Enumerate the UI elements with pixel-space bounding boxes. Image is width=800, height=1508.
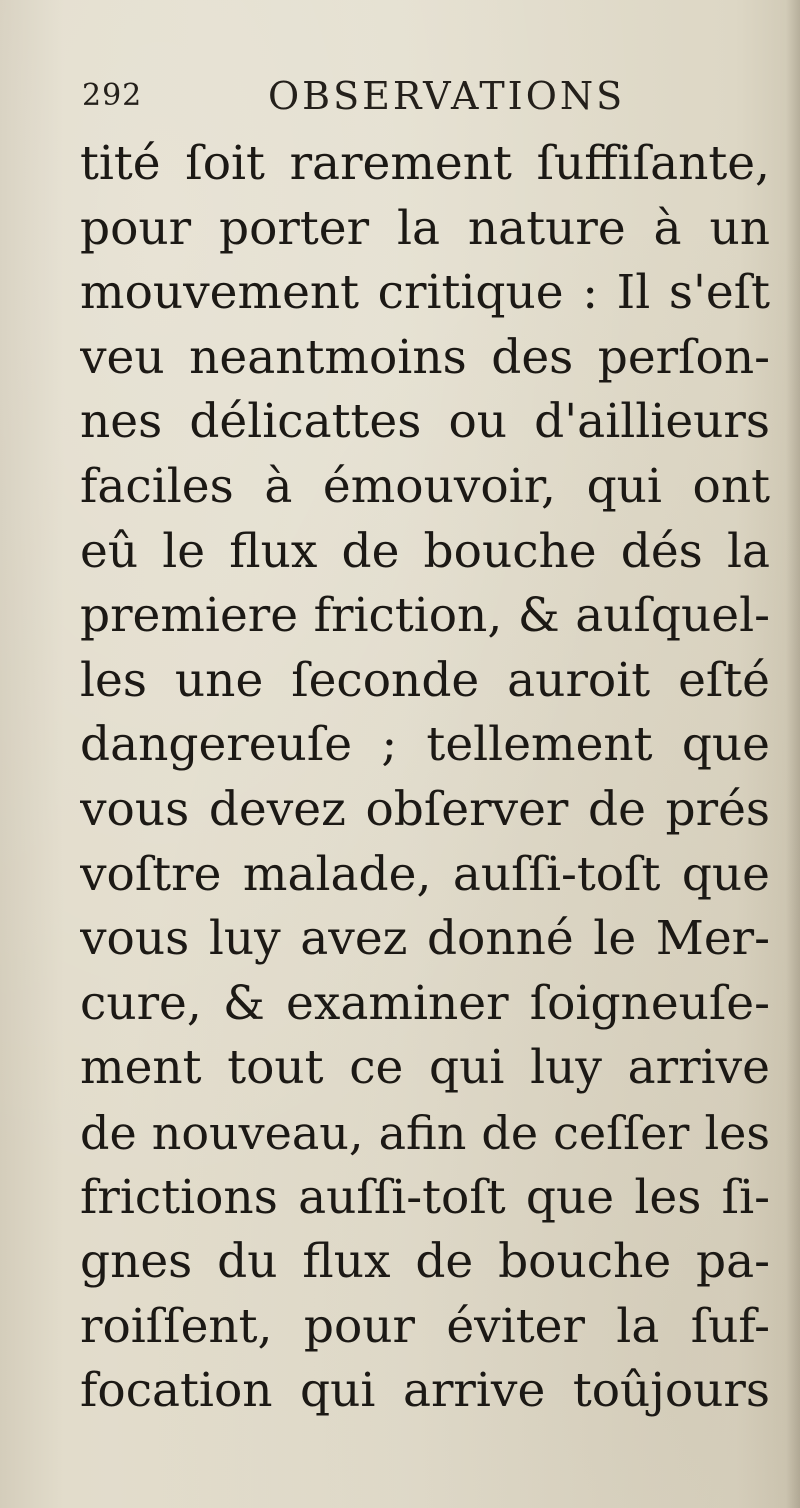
- text-line: veu neantmoins des perſon-: [80, 329, 770, 385]
- page-header: [0, 74, 800, 130]
- text-line: les une ſeconde auroit eſté: [80, 652, 770, 708]
- text-line: de nouveau, afin de ceſſer les: [80, 1105, 770, 1160]
- running-head: OBSERVATIONS: [268, 74, 626, 118]
- text-line: cure, & examiner ſoigneuſe-: [80, 975, 770, 1031]
- page-number: 292: [82, 78, 143, 113]
- text-line: premiere friction, & auſquel-: [80, 588, 770, 644]
- text-line: faciles à émouvoir, qui ont: [80, 458, 770, 514]
- text-line: roiſſent, pour éviter la ſuf-: [80, 1298, 770, 1354]
- text-line: nes délicattes ou d'aillieurs: [80, 394, 770, 450]
- text-line: eû le flux de bouche dés la: [80, 523, 770, 579]
- body-text: [80, 132, 770, 1424]
- page-edge-shadow: [786, 0, 800, 1508]
- text-line: vous devez obſerver de prés: [80, 781, 770, 837]
- text-line: voſtre malade, auſſi-toſt que: [80, 846, 770, 902]
- text-line: pour porter la nature à un: [80, 200, 770, 256]
- text-line: dangereuſe ; tellement que: [80, 717, 770, 773]
- text-line: vous luy avez donné le Mer-: [80, 911, 770, 967]
- text-line: mouvement critique : Il s'eſt: [80, 265, 770, 321]
- text-line: tité ſoit rarement ſuffiſante,: [80, 136, 770, 191]
- text-line: focation qui arrive toûjours: [80, 1363, 770, 1419]
- text-line: ment tout ce qui luy arrive: [80, 1040, 770, 1096]
- text-line: frictions auſſi-toſt que les ſi-: [80, 1169, 770, 1225]
- text-line: gnes du flux de bouche pa-: [80, 1234, 770, 1290]
